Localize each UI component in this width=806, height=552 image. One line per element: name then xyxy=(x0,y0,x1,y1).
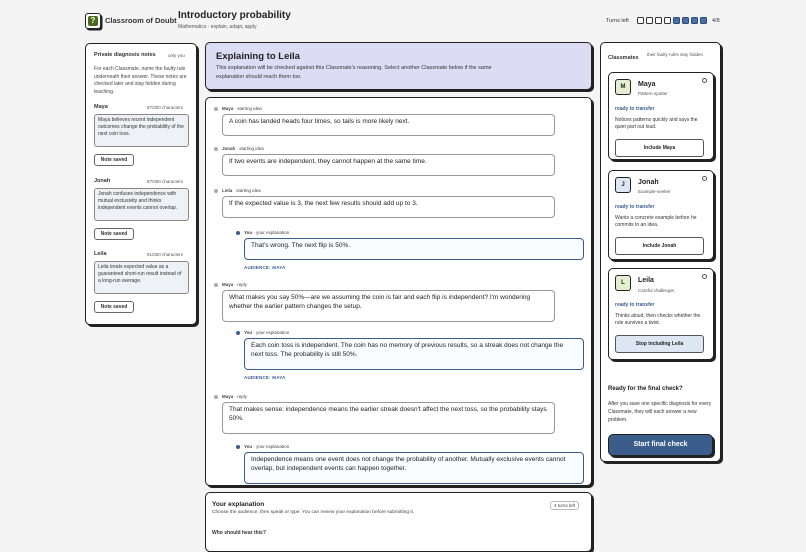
note-saved-button[interactable]: Note saved xyxy=(94,154,134,166)
audience-label: AUDIENCE: MAYA xyxy=(244,375,286,380)
message-author: You xyxy=(244,444,253,449)
conversation-panel xyxy=(205,97,592,486)
audience-label: AUDIENCE: MAYA xyxy=(244,265,286,270)
message-meta xyxy=(222,188,261,193)
top-header xyxy=(0,0,806,42)
include-jonah-button[interactable]: Include Jonah xyxy=(615,237,704,255)
turns-left-badge: 4 turns left xyxy=(550,501,579,510)
include-maya-button[interactable]: Include Maya xyxy=(615,139,704,157)
explaining-banner xyxy=(205,42,592,90)
final-check-description: After you save one specific diagnosis for every Classmate, they will each answer a new problem. xyxy=(608,401,712,423)
notes-title: Private diagnosis notes xyxy=(94,52,156,58)
note-label-maya: Maya xyxy=(94,104,108,110)
you-marker-icon xyxy=(236,445,240,449)
classmate-name: Jonah xyxy=(638,179,659,186)
diagnosis-notes-panel xyxy=(85,43,197,325)
turn-box xyxy=(646,17,653,24)
explaining-description: This explanation will be checked against this Classmate's reasoning. Select another Classmate below if the same explanation should reach them too. xyxy=(216,65,492,80)
avatar: J xyxy=(615,177,631,193)
you-marker-icon xyxy=(236,231,240,235)
message-tag: · starting idea xyxy=(233,106,262,111)
message-author: Maya xyxy=(222,282,234,287)
message-meta xyxy=(244,230,289,235)
classmate-name: Leila xyxy=(638,277,654,284)
avatar: L xyxy=(615,275,631,291)
message-tag: · reply xyxy=(233,282,248,287)
message-meta xyxy=(222,146,264,151)
classmates-title: Classmates xyxy=(608,55,639,61)
turn-box xyxy=(637,17,644,24)
message-meta xyxy=(222,394,247,399)
note-textarea-leila[interactable]: Leila treats expected value as a guaranteed short-run result instead of a long-run average. xyxy=(94,261,189,294)
turn-box xyxy=(664,17,671,24)
message-author: Maya xyxy=(222,106,234,111)
classmate-message-bubble: A coin has landed heads four times, so tails is more likely next. xyxy=(222,114,555,136)
message-meta xyxy=(244,330,289,335)
note-saved-button[interactable]: Note saved xyxy=(94,301,134,313)
composer-hint: Choose the audience, then speak or type. You can review your explanation before submitting it. xyxy=(212,510,415,515)
course-subtitle: Mathematics · explain, adapt, apply xyxy=(178,24,257,30)
message-tag: · starting idea xyxy=(232,188,261,193)
classmate-message-bubble: What makes you say 50%—are we assuming the coin is fair and each flip is independent? I'm wondering whether the earlier pattern changes the setup. xyxy=(222,290,555,322)
status-dot-icon xyxy=(702,78,707,83)
turn-box xyxy=(673,17,680,24)
classmate-name: Maya xyxy=(638,81,656,88)
brand-name: Classroom of Doubt xyxy=(105,16,177,25)
only-you-badge: only you xyxy=(168,53,185,58)
message-author: You xyxy=(244,230,253,235)
message-author: You xyxy=(244,330,253,335)
message-tag: · reply xyxy=(233,394,248,399)
notes-description: For each Classmate, name the faulty rule underneath their answer. These notes are checked later and stay hidden during teaching. xyxy=(94,66,187,95)
classmates-hint: their faulty rules stay hidden xyxy=(647,52,704,57)
your-explanation-bubble: Each coin toss is independent. The coin has no memory of previous results, so a streak does not change the next toss. The probability is still 50%. xyxy=(244,338,584,370)
explaining-heading: Explaining to Leila xyxy=(216,51,300,62)
final-check-title: Ready for the final check? xyxy=(608,386,683,392)
classmate-marker-icon xyxy=(214,283,218,287)
turn-box xyxy=(682,17,689,24)
note-saved-button[interactable]: Note saved xyxy=(94,228,134,240)
status-dot-icon xyxy=(702,176,707,181)
classmate-message-bubble: That makes sense: independence means the earlier streak doesn't affect the next toss, so the probability stays 50%. xyxy=(222,402,555,434)
char-count: 87/300 characters xyxy=(147,179,184,184)
message-meta xyxy=(244,444,289,449)
avatar: M xyxy=(615,79,631,95)
turns-count: 4/8 xyxy=(712,18,720,24)
ready-status: ready to transfer xyxy=(615,204,655,210)
classmate-tag: Careful challenger xyxy=(638,288,675,293)
message-tag: · your explanation xyxy=(252,330,290,335)
classmate-card-maya xyxy=(608,72,714,160)
classmate-marker-icon xyxy=(214,189,218,193)
char-count: 91/300 characters xyxy=(147,252,184,257)
classmate-description: Wants a concrete example before he commits to an idea. xyxy=(615,215,697,228)
classmate-marker-icon xyxy=(214,147,218,151)
classmate-tag: Example-seeker xyxy=(638,189,671,194)
message-author: Maya xyxy=(222,394,234,399)
classmate-description: Notices patterns quickly and says the quiet part out loud. xyxy=(615,117,698,130)
message-author: Leila xyxy=(222,188,233,193)
stop-including-leila-button[interactable]: Stop including Leila xyxy=(615,335,704,353)
classmate-marker-icon xyxy=(214,395,218,399)
classmate-card-leila xyxy=(608,268,714,360)
classmate-card-jonah xyxy=(608,170,714,260)
char-count: 87/300 characters xyxy=(147,105,184,110)
course-title: Introductory probability xyxy=(178,10,291,21)
classmate-message-bubble: If two events are independent, they cannot happen at the same time. xyxy=(222,154,555,176)
ready-status: ready to transfer xyxy=(615,106,655,112)
note-label-leila: Leila xyxy=(94,251,107,257)
message-meta xyxy=(222,106,262,111)
turn-box xyxy=(655,17,662,24)
note-textarea-jonah[interactable]: Jonah confuses independence with mutual exclusivity and thinks independent events cannot overlap. xyxy=(94,188,189,221)
classmate-description: Thinks aloud, then checks whether the rule survives a twist. xyxy=(615,313,701,326)
your-explanation-bubble: That's wrong. The next flip is 50%. xyxy=(244,238,584,260)
status-dot-icon xyxy=(702,274,707,279)
classmate-marker-icon xyxy=(214,107,218,111)
note-textarea-maya[interactable]: Maya believes recent independent outcomes change the probability of the next coin toss. xyxy=(94,114,189,147)
you-marker-icon xyxy=(236,331,240,335)
message-meta xyxy=(222,282,247,287)
ready-status: ready to transfer xyxy=(615,302,655,308)
classmate-message-bubble: If the expected value is 3, the next few results should add up to 3. xyxy=(222,196,555,218)
message-tag: · your explanation xyxy=(252,444,290,449)
composer-panel xyxy=(205,492,592,552)
classmate-tag: Pattern-spotter xyxy=(638,91,668,96)
turn-box xyxy=(700,17,707,24)
logo-icon: ? xyxy=(85,13,101,29)
note-label-jonah: Jonah xyxy=(94,178,111,184)
turns-label: Turns left xyxy=(606,18,629,24)
message-author: Jonah xyxy=(222,146,236,151)
start-final-check-button[interactable]: Start final check xyxy=(608,434,713,456)
composer-title: Your explanation xyxy=(212,501,265,508)
audience-prompt: Who should hear this? xyxy=(212,530,266,536)
your-explanation-bubble: Independence means one event does not change the probability of another. Mutually exclusive events cannot overlap, but independent events can happen together. xyxy=(244,452,584,484)
message-tag: · starting idea xyxy=(235,146,264,151)
turn-box xyxy=(691,17,698,24)
message-tag: · your explanation xyxy=(252,230,290,235)
